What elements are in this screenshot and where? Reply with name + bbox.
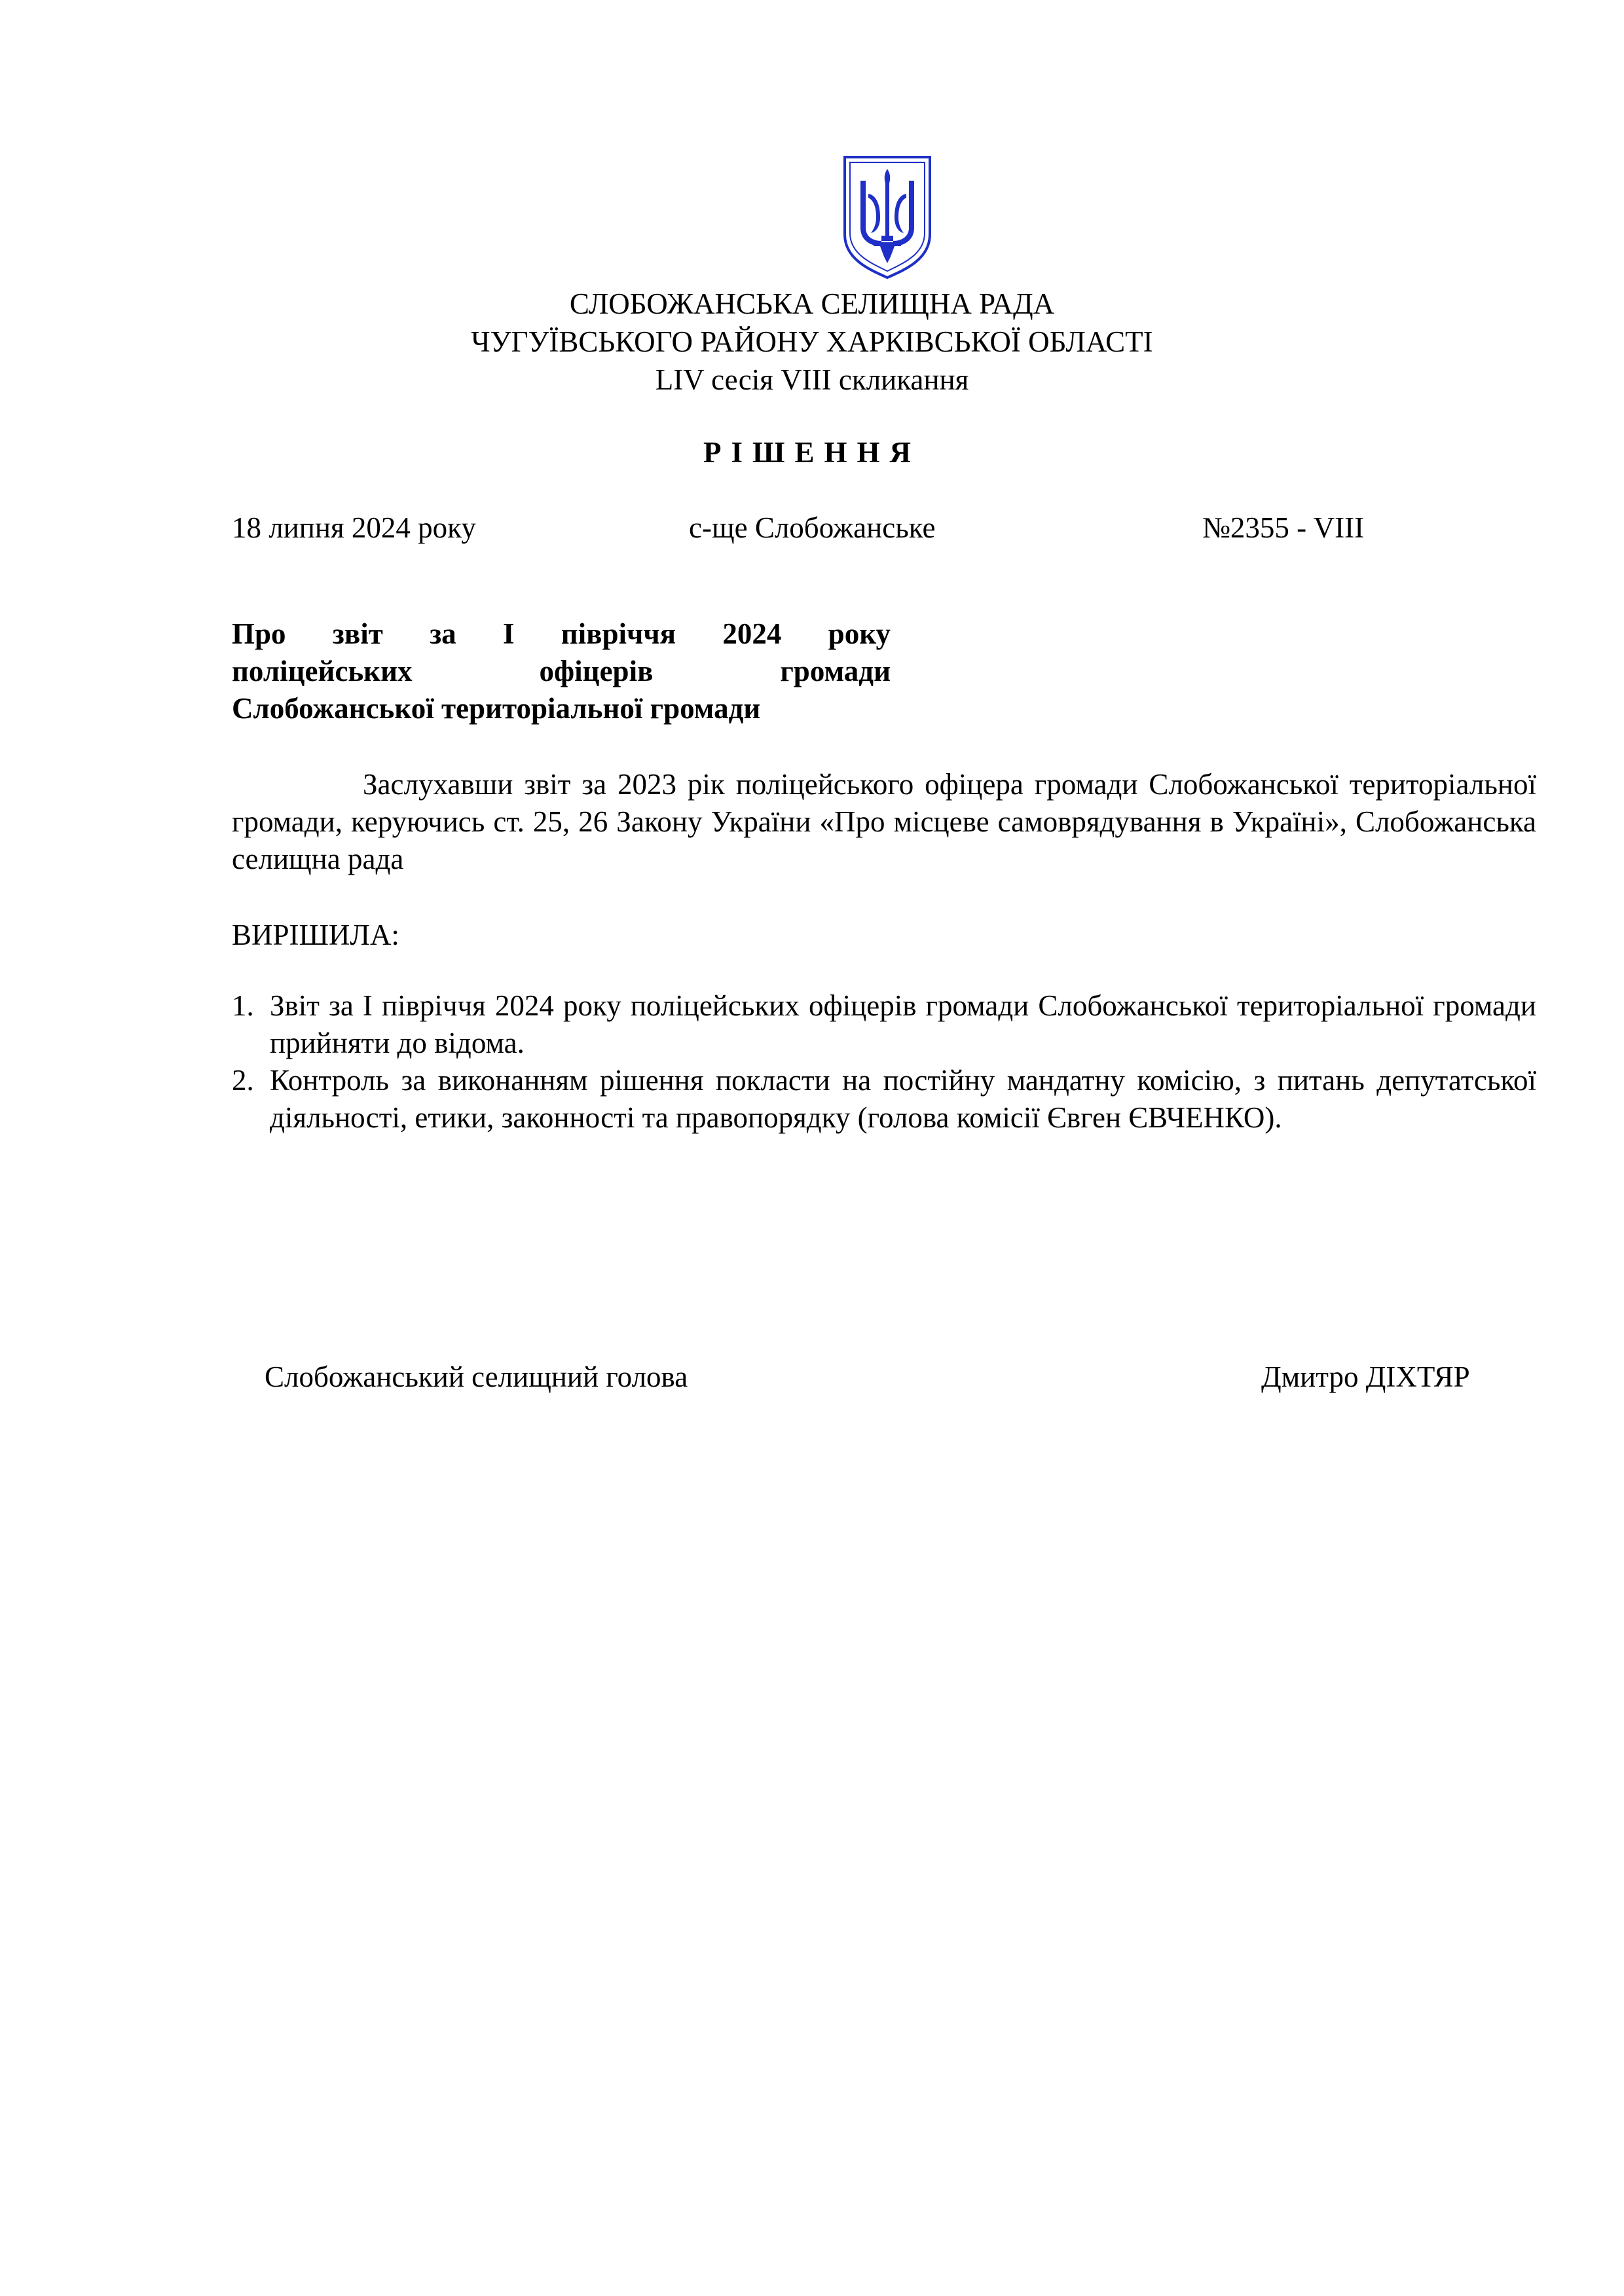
item-text: Контроль за виконанням рішення покласти на постійну мандатну комісію, з питань депутатської діяльності, етики, законності та правопорядку (голова комісії Євген ЄВЧЕНКО).: [270, 1064, 1536, 1134]
item-number: 2.: [232, 1064, 254, 1097]
item-number: 1.: [232, 989, 254, 1022]
subject-line: поліцейських офіцерів громади: [232, 655, 891, 687]
ukraine-coat-of-arms-icon: [842, 155, 932, 280]
preamble-paragraph: [232, 766, 1536, 878]
district-name: ЧУГУЇВСЬКОГО РАЙОНУ ХАРКІВСЬКОЇ ОБЛАСТІ: [471, 325, 1153, 358]
document-title: РІШЕННЯ: [703, 436, 921, 469]
decision-subject: [232, 615, 891, 727]
council-name: СЛОБОЖАНСЬКА СЕЛИЩНА РАДА: [569, 287, 1055, 320]
session-info: LIV сесія VIII скликання: [655, 363, 969, 396]
decision-date: 18 липня 2024 року: [232, 511, 476, 544]
subject-line: Про звіт за І півріччя 2024 року: [232, 617, 891, 650]
resolved-label: ВИРІШИЛА:: [232, 919, 399, 951]
subject-line: Слобожанської територіальної громади: [232, 692, 761, 725]
signatory-name: Дмитро ДІХТЯР: [1261, 1360, 1470, 1393]
decision-place: с-ще Слобожанське: [689, 511, 936, 544]
item-text: Звіт за І півріччя 2024 року поліцейських офіцерів громади Слобожанської територіальної громади прийняти до відома.: [270, 989, 1536, 1059]
list-item: [232, 1062, 1536, 1137]
preamble-text: Заслухавши звіт за 2023 рік поліцейського офіцера громади Слобожанської територіальної громади, керуючись ст. 25, 26 Закону України «Про місцеве самоврядування в Україні», Слобожанська селищна рада: [232, 768, 1536, 875]
decision-items: [232, 987, 1536, 1137]
list-item: [232, 987, 1536, 1062]
signatory-position: Слобожанський селищний голова: [265, 1360, 688, 1393]
decision-number: №2355 - VIII: [1202, 511, 1365, 544]
